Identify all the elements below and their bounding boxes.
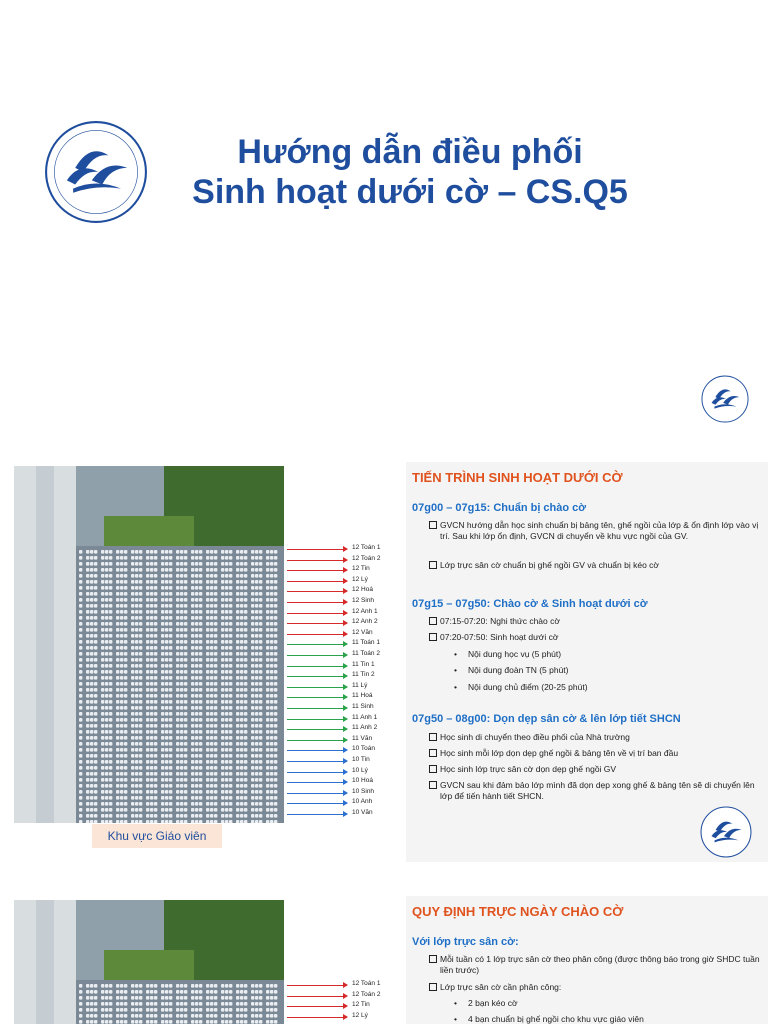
arrow-right-icon bbox=[343, 716, 348, 722]
sub-item: • 2 bạn kéo cờ bbox=[468, 998, 518, 1008]
class-label-text: 10 Lý bbox=[352, 766, 368, 774]
arrow-right-icon bbox=[343, 1014, 348, 1020]
arrow-right-icon bbox=[343, 726, 348, 732]
checkbox-icon bbox=[429, 781, 437, 789]
arrow-right-icon bbox=[343, 811, 348, 817]
class-label-text: 12 Toán 2 bbox=[352, 554, 381, 562]
class-label-text: 11 Hoá bbox=[352, 692, 373, 700]
arrow-line bbox=[287, 996, 347, 997]
class-label-text: 11 Anh 2 bbox=[352, 724, 378, 732]
list-item: Học sinh mỗi lớp dọn dẹp ghế ngồi & bảng tên về vị trí ban đầu bbox=[440, 748, 760, 759]
arrow-line bbox=[287, 761, 347, 762]
arrow-line bbox=[287, 634, 347, 635]
duty-rules-slide bbox=[0, 896, 768, 1024]
arrow-line bbox=[287, 1017, 347, 1018]
class-label-text: 12 Anh 2 bbox=[352, 618, 378, 626]
arrow-right-icon bbox=[343, 694, 348, 700]
schedule-panel bbox=[406, 462, 768, 862]
section-flag-ceremony: 07g15 – 07g50: Chào cờ & Sinh hoạt dưới cờ bbox=[412, 598, 648, 610]
sub-item: • Nội dung học vụ (5 phút) bbox=[468, 649, 561, 659]
arrow-line bbox=[287, 750, 347, 751]
arrow-line bbox=[287, 803, 347, 804]
school-logo-small-icon bbox=[701, 375, 749, 423]
arrow-line bbox=[287, 581, 347, 582]
class-label-text: 10 Hoá bbox=[352, 777, 373, 785]
arrow-line bbox=[287, 591, 347, 592]
list-item: Học sinh lớp trực sân cờ dọn dẹp ghế ngồi GV bbox=[440, 764, 760, 775]
slide-title bbox=[150, 132, 670, 212]
arrow-line bbox=[287, 613, 347, 614]
arrow-line bbox=[287, 772, 347, 773]
checkbox-icon bbox=[429, 983, 437, 991]
arrow-right-icon bbox=[343, 993, 348, 999]
class-label-text: 11 Sinh bbox=[352, 703, 374, 710]
class-label-text: 12 Sinh bbox=[352, 597, 375, 604]
assembly-photo bbox=[14, 900, 284, 1024]
arrow-line bbox=[287, 697, 347, 698]
class-label-text: 11 Toán 2 bbox=[352, 650, 380, 657]
class-label-text: 10 Văn bbox=[352, 809, 373, 816]
arrow-line bbox=[287, 623, 347, 624]
class-label-text: 11 Lý bbox=[352, 681, 368, 689]
checkbox-icon bbox=[429, 749, 437, 757]
arrow-line bbox=[287, 602, 347, 603]
arrow-right-icon bbox=[343, 747, 348, 753]
list-item: Học sinh di chuyển theo điều phối của Nhà trường bbox=[440, 732, 760, 743]
class-label-text: 12 Lý bbox=[352, 575, 368, 583]
arrow-right-icon bbox=[343, 620, 348, 626]
checkbox-icon bbox=[429, 955, 437, 963]
title-slide bbox=[0, 0, 768, 432]
checkbox-icon bbox=[429, 561, 437, 569]
list-item: Lớp trực sân cờ chuẩn bị ghế ngồi GV và chuẩn bị kéo cờ bbox=[440, 560, 760, 571]
list-item: Mỗi tuần có 1 lớp trực sân cờ theo phân công (được thông báo trong giờ SHDC tuần liền trước) bbox=[440, 954, 760, 975]
arrow-line bbox=[287, 985, 347, 986]
arrow-line bbox=[287, 560, 347, 561]
arrow-right-icon bbox=[343, 758, 348, 764]
class-label-text: 11 Anh 1 bbox=[352, 713, 378, 721]
teacher-area-label: Khu vực Giáo viên bbox=[92, 824, 222, 848]
schedule-slide bbox=[0, 462, 768, 862]
arrow-right-icon bbox=[343, 1003, 348, 1009]
arrow-right-icon bbox=[343, 652, 348, 658]
list-item: GVCN sau khi đảm bảo lớp mình đã dọn dẹp xong ghế & bảng tên sẽ di chuyển lên lớp để tiến hành tiết SHCN. bbox=[440, 780, 760, 801]
arrow-line bbox=[287, 549, 347, 550]
arrow-right-icon bbox=[343, 641, 348, 647]
arrow-right-icon bbox=[343, 684, 348, 690]
checkbox-icon bbox=[429, 765, 437, 773]
arrow-line bbox=[287, 793, 347, 794]
arrow-right-icon bbox=[343, 737, 348, 743]
title-line-1: Hướng dẫn điều phối bbox=[237, 133, 583, 171]
arrow-right-icon bbox=[343, 610, 348, 616]
arrow-line bbox=[287, 719, 347, 720]
arrow-right-icon bbox=[343, 663, 348, 669]
checkbox-icon bbox=[429, 521, 437, 529]
duty-rules-panel bbox=[406, 896, 768, 1024]
arrow-line bbox=[287, 666, 347, 667]
arrow-line bbox=[287, 708, 347, 709]
section-cleanup: 07g50 – 08g00: Dọn dẹp sân cờ & lên lớp tiết SHCN bbox=[412, 713, 681, 725]
assembly-photo bbox=[14, 466, 284, 823]
arrow-right-icon bbox=[343, 982, 348, 988]
class-label-text: 12 Tin bbox=[352, 565, 370, 573]
class-label-text: 12 Toán 2 bbox=[352, 990, 381, 998]
list-item: 07:15-07:20: Nghi thức chào cờ bbox=[440, 616, 760, 627]
arrow-line bbox=[287, 570, 347, 571]
section-prepare: 07g00 – 07g15: Chuẩn bị chào cờ bbox=[412, 502, 587, 514]
list-item: 07:20-07:50: Sinh hoạt dưới cờ bbox=[440, 632, 760, 643]
class-label-text: 10 Tin bbox=[352, 756, 370, 763]
arrow-right-icon bbox=[343, 578, 348, 584]
list-item: Lớp trực sân cờ cần phân công: bbox=[440, 982, 760, 993]
arrow-line bbox=[287, 729, 347, 730]
class-label-text: 12 Toán 1 bbox=[352, 980, 381, 987]
class-label-text: 12 Lý bbox=[352, 1011, 368, 1019]
class-label-text: 12 Anh 1 bbox=[352, 607, 378, 615]
arrow-right-icon bbox=[343, 546, 348, 552]
arrow-right-icon bbox=[343, 769, 348, 775]
checkbox-icon bbox=[429, 733, 437, 741]
class-label-text: 12 Hoá bbox=[352, 586, 373, 594]
arrow-right-icon bbox=[343, 790, 348, 796]
arrow-right-icon bbox=[343, 588, 348, 594]
arrow-right-icon bbox=[343, 800, 348, 806]
title-line-2: Sinh hoạt dưới cờ – CS.Q5 bbox=[192, 173, 628, 211]
arrow-line bbox=[287, 676, 347, 677]
class-label-text: 12 Tin bbox=[352, 1001, 370, 1009]
class-label-text: 10 Sinh bbox=[352, 787, 375, 795]
arrow-line bbox=[287, 782, 347, 783]
school-logo-icon bbox=[44, 120, 148, 224]
list-item: GVCN hướng dẫn học sinh chuẩn bị bảng tên, ghế ngồi của lớp & ổn định lớp vào vị trí. Sau khi lớp ổn định, GVCN di chuyển về khu vực ngồi của GV. bbox=[440, 520, 760, 541]
section-duty-class: Với lớp trực sân cờ: bbox=[412, 936, 519, 948]
arrow-line bbox=[287, 687, 347, 688]
sub-item: • Nội dung chủ điểm (20-25 phút) bbox=[468, 682, 588, 692]
arrow-line bbox=[287, 814, 347, 815]
arrow-right-icon bbox=[343, 631, 348, 637]
class-label-text: 11 Tin 1 bbox=[352, 660, 375, 668]
class-label-text: 11 Tin 2 bbox=[352, 671, 375, 679]
class-label-text: 12 Toán 1 bbox=[352, 544, 381, 551]
class-label-text: 11 Toán 1 bbox=[352, 639, 380, 647]
class-label-text: 10 Toán bbox=[352, 745, 376, 753]
arrow-line bbox=[287, 1006, 347, 1007]
class-label-text: 12 Văn bbox=[352, 628, 373, 636]
arrow-line bbox=[287, 655, 347, 656]
arrow-line bbox=[287, 740, 347, 741]
arrow-right-icon bbox=[343, 673, 348, 679]
arrow-right-icon bbox=[343, 705, 348, 711]
sub-item: • Nội dung đoàn TN (5 phút) bbox=[468, 665, 569, 675]
sub-item: • 4 bạn chuẩn bị ghế ngồi cho khu vực giáo viên bbox=[468, 1014, 644, 1024]
checkbox-icon bbox=[429, 633, 437, 641]
class-label-text: 11 Văn bbox=[352, 734, 373, 742]
arrow-right-icon bbox=[343, 557, 348, 563]
arrow-right-icon bbox=[343, 567, 348, 573]
arrow-right-icon bbox=[343, 599, 348, 605]
school-logo-panel-icon bbox=[700, 806, 752, 858]
class-label-text: 10 Anh bbox=[352, 798, 373, 806]
arrow-right-icon bbox=[343, 779, 348, 785]
panel-heading: QUY ĐỊNH TRỰC NGÀY CHÀO CỜ bbox=[412, 904, 624, 919]
panel-heading: TIẾN TRÌNH SINH HOẠT DƯỚI CỜ bbox=[412, 470, 623, 485]
checkbox-icon bbox=[429, 617, 437, 625]
arrow-line bbox=[287, 644, 347, 645]
